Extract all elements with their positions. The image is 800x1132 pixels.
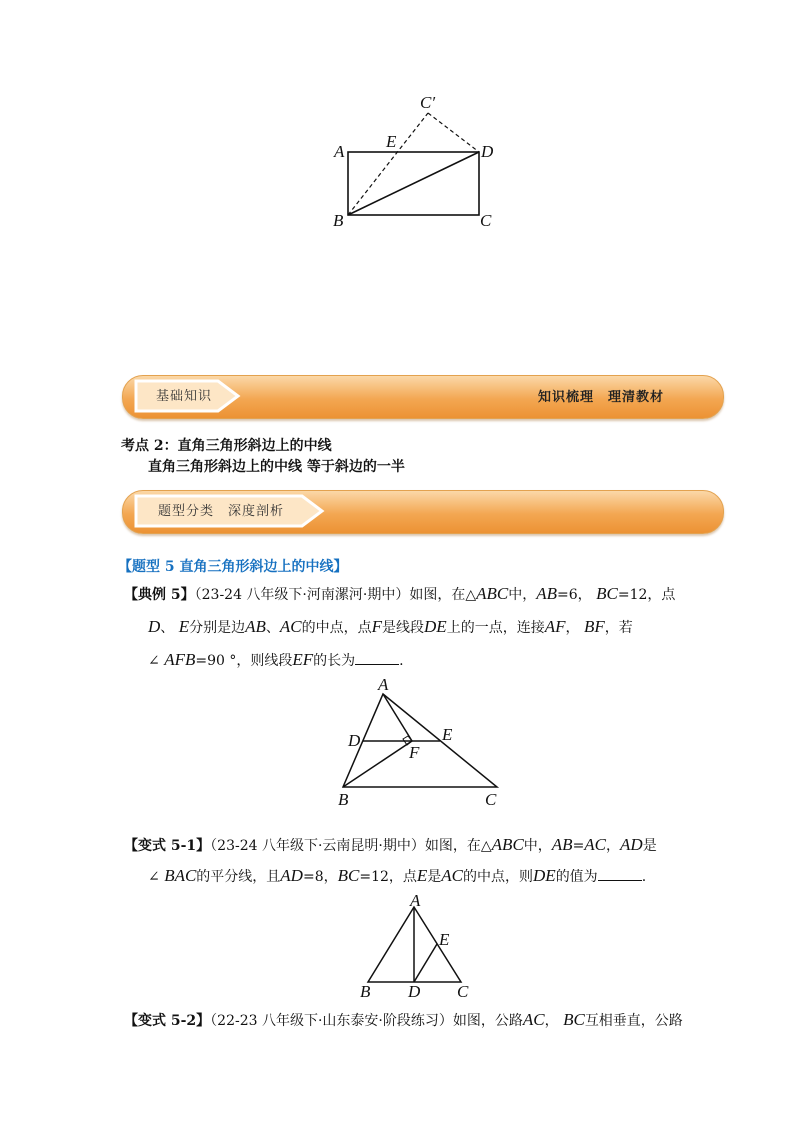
math-text: =12，点 [359,869,417,885]
math-text: △ [480,838,492,854]
math-text: =90 °，则线段 [195,653,293,669]
label-d: D [481,142,494,161]
math-text: 是线段 [382,620,425,636]
math-text: ， [606,838,621,854]
banner-right-label: 知识梳理 理清教材 [537,390,664,405]
math-text: ∠ [148,869,160,885]
math-text: △ [465,587,477,603]
math-text: 、 [160,620,175,636]
math-text: D [148,617,161,636]
math-text: 、 [265,620,280,636]
math-text: ， [544,1013,559,1029]
math-text: 是 [427,869,442,885]
label-a: A [378,676,389,694]
variant52-line1 [124,1010,683,1031]
answer-blank [355,650,399,665]
label-b: B [360,982,371,1001]
math-text: AC [279,617,302,636]
variant51-tag: 【变式 5-1】 [124,838,211,854]
segment-de [414,944,437,982]
label-e: E [442,725,453,744]
variant51-source: （23-24 八年级下·云南昆明·期中）如图，在 [210,838,481,854]
math-text: . [641,869,647,885]
math-text: E [416,866,428,885]
label-a: A [334,142,345,161]
variant51-line2 [148,866,646,887]
math-text: =6， [557,587,592,603]
math-text: AC [522,1010,545,1029]
math-text: AD [280,866,303,885]
math-text: F [371,617,383,636]
math-text: AB [536,584,558,603]
math-text: AB [551,835,573,854]
math-text: BAC [164,866,197,885]
banner-basic-knowledge [122,375,724,419]
fold-line-c-prime-d [428,113,479,152]
segment-af [383,694,412,741]
variant51-line1 [124,835,657,856]
example5-line1 [124,584,675,605]
math-text: E [178,617,190,636]
rectangle-fold-figure [330,90,510,235]
variant52-tag: 【变式 5-2】 [124,1013,211,1029]
label-f: F [409,743,420,762]
answer-blank [598,866,642,881]
label-d: D [408,982,421,1001]
math-text: 上的一点，连接 [446,620,545,636]
math-text: BC [596,584,618,603]
math-text: AFB [164,650,196,669]
math-text: =8， [302,869,338,885]
math-text: 的中点，则 [463,869,534,885]
math-text: 的长为 [313,653,356,669]
example5-source: （23-24 八年级下·河南漯河·期中）如图，在 [194,587,466,603]
banner-tab-label: 题型分类 深度剖析 [158,504,285,519]
math-text: AC [584,835,607,854]
math-text: 中， [508,587,537,603]
example5-tag: 【典例 5】 [124,587,195,603]
label-e: E [386,132,397,151]
math-text: ABC [476,584,509,603]
variant52-source: （22-23 八年级下·山东泰安·阶段练习）如图，公路 [210,1013,523,1029]
math-text: ABC [491,835,524,854]
math-text: EF [292,650,314,669]
banner-question-types [122,490,724,534]
triangle-midline-figure [335,676,510,811]
math-text: AB [245,617,266,636]
label-b: B [338,790,349,809]
label-d: D [348,731,361,750]
fold-line-bc-prime [348,113,428,215]
math-text: AC [441,866,464,885]
math-text: 的平分线，且 [196,869,281,885]
isosceles-triangle-figure [355,893,480,1003]
math-text: DE [424,617,447,636]
math-text: 的中点，点 [301,620,372,636]
math-text: 中， [523,838,552,854]
label-b: B [333,211,344,230]
math-text: ， [565,620,580,636]
math-text: DE [533,866,556,885]
example5-line3 [148,650,404,671]
math-text: ，若 [604,620,633,636]
section-heading: 考点 2：直角三角形斜边上的中线 [121,438,332,454]
example5-line2 [148,617,633,638]
math-text: . [399,653,404,669]
math-text: ∠ [148,653,160,669]
math-text: 的值为 [555,869,598,885]
label-c: C [485,790,497,809]
math-text: 互相垂直，公路 [584,1013,683,1029]
label-e: E [439,930,450,949]
math-text: AF [544,617,566,636]
math-text: BF [583,617,605,636]
section-statement: 直角三角形斜边上的中线 等于斜边的一半 [148,459,405,475]
diagonal-bd [348,152,479,215]
label-c-prime: C′ [420,93,436,112]
label-c: C [457,982,469,1001]
math-text: AD [620,835,643,854]
label-c: C [480,211,492,230]
math-text: =12，点 [617,587,676,603]
label-a: A [410,893,421,910]
math-text: BC [563,1010,585,1029]
banner-tab-label: 基础知识 [156,389,213,404]
topic-title: 【题型 5 直角三角形斜边上的中线】 [118,559,348,575]
math-text: 是 [642,838,657,854]
math-text: = [572,838,585,854]
math-text: BC [337,866,360,885]
math-text: 分别是边 [189,620,246,636]
